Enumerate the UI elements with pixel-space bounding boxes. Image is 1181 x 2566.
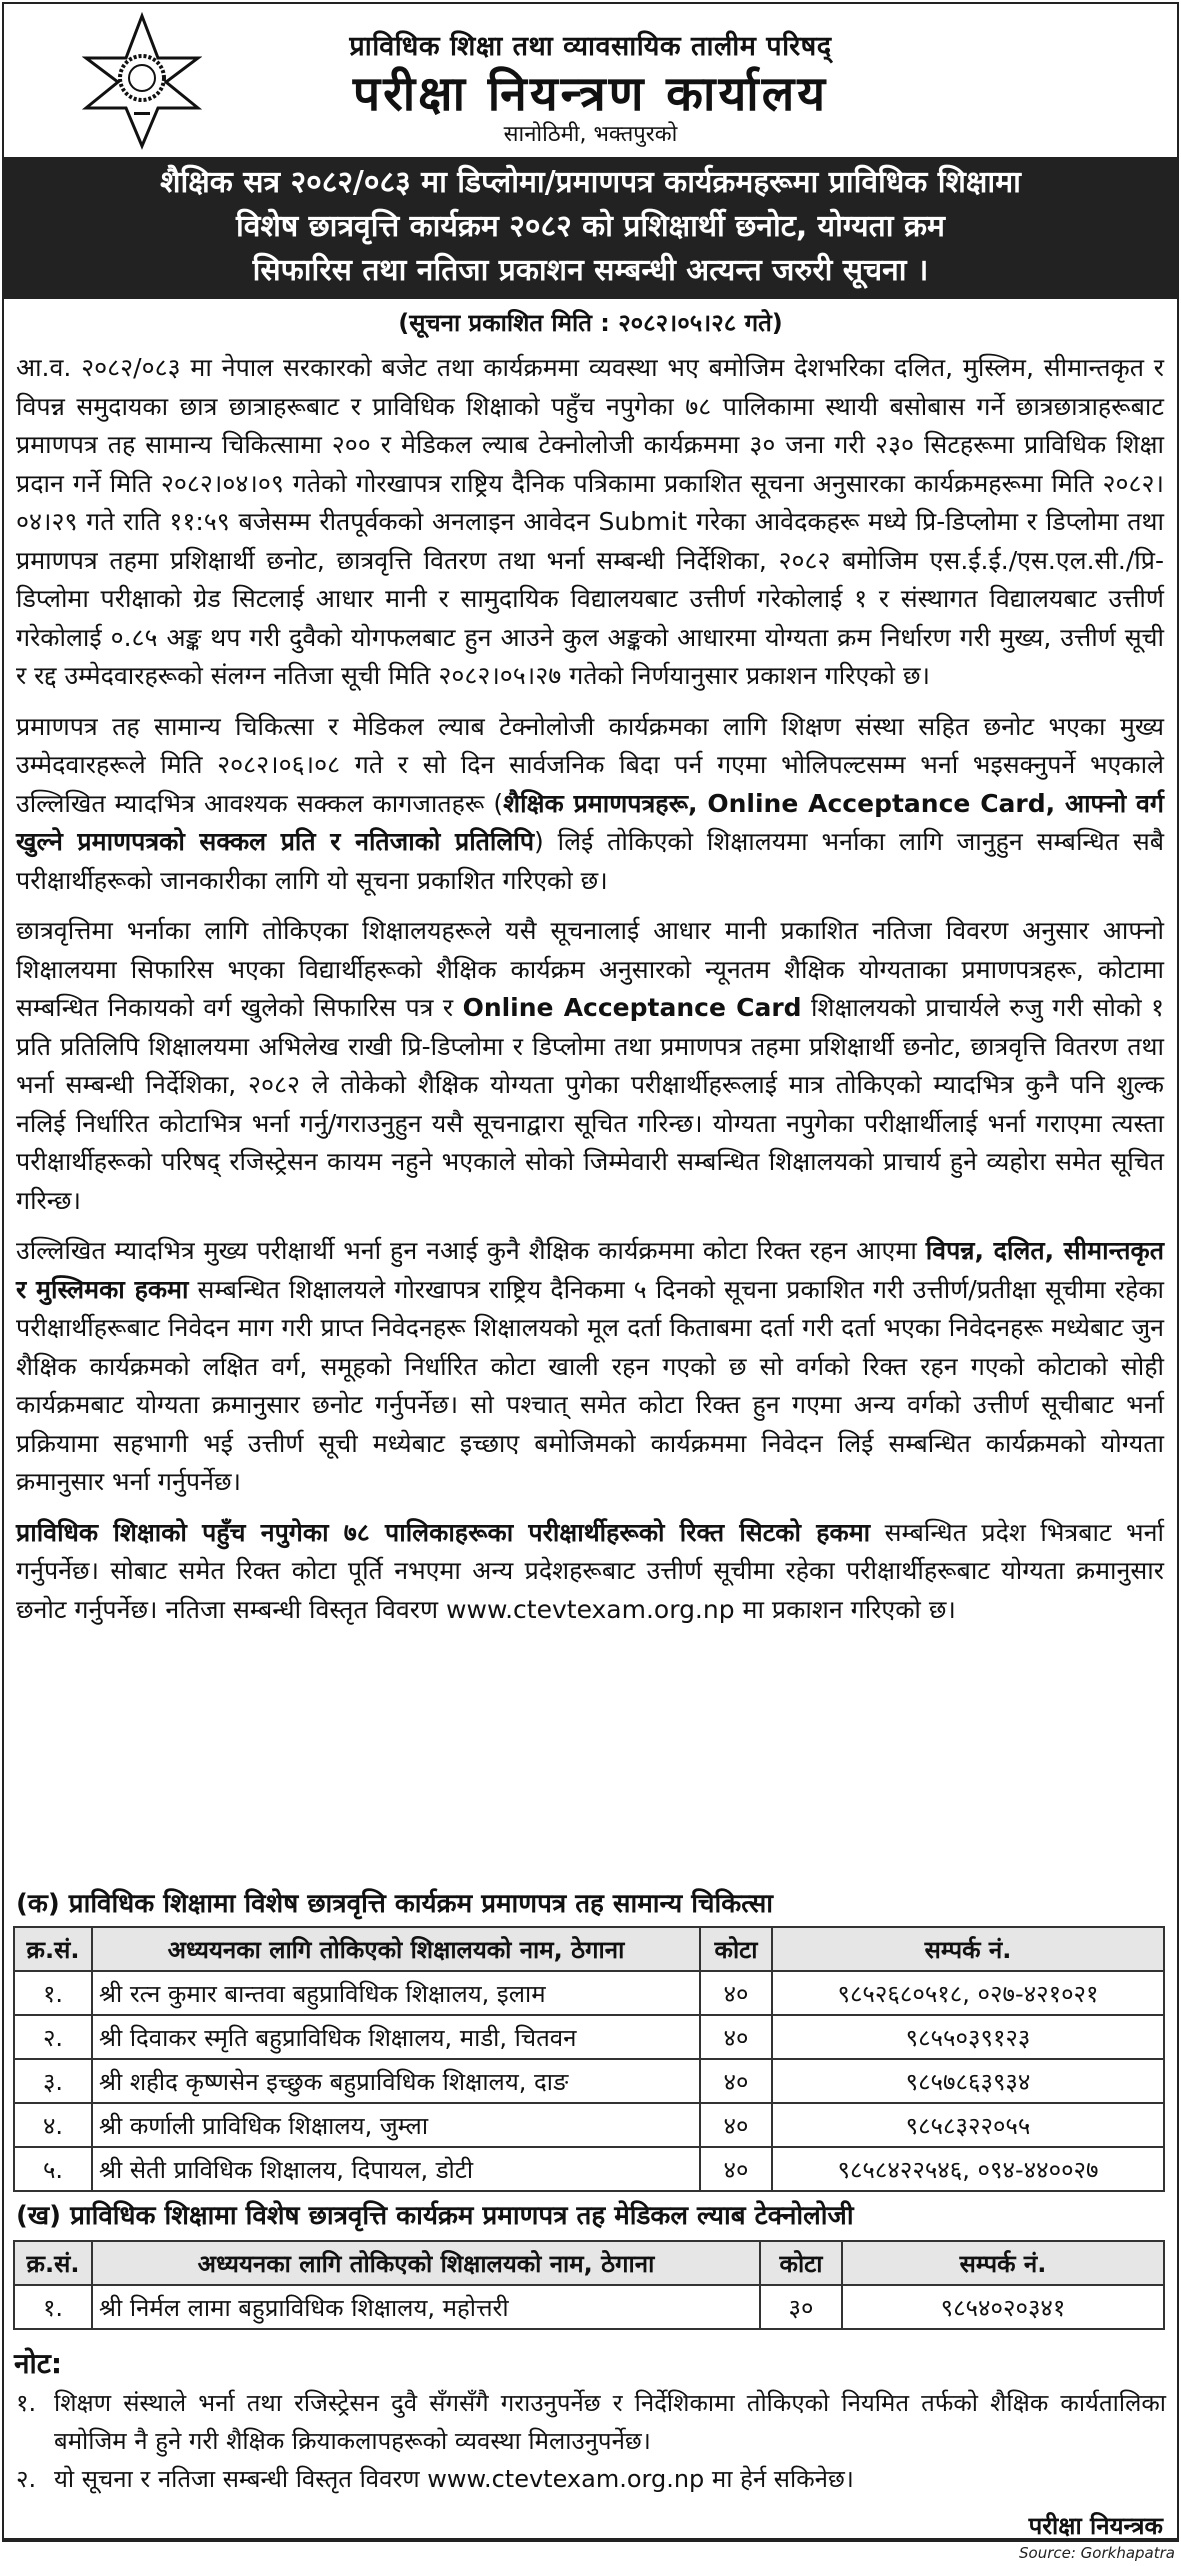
- contact-cell: ९८५८४२२५४६, ०९४-४४००२७: [772, 2147, 1164, 2191]
- quota-cell: ४०: [700, 2059, 772, 2103]
- notice-headline: [4, 157, 1177, 299]
- bold-text: शैक्षिक प्रमाणपत्रहरू, Online Acceptance Card, आफ्नो वर्ग खुल्ने प्रमाणपत्रको सक्कल प्रति र नतिजाको प्रतिलिपि: [16, 788, 1164, 856]
- quota-cell: ४०: [700, 2015, 772, 2059]
- headline-line: शैक्षिक सत्र २०८२/०८३ मा डिप्लोमा/प्रमाणपत्र कार्यक्रमहरूमा प्राविधिक शिक्षामा: [160, 165, 1021, 200]
- school-cell: श्री सेती प्राविधिक शिक्षालय, दिपायल, डोटी: [92, 2147, 700, 2191]
- note-number: १.: [16, 2389, 37, 2417]
- office-name: परीक्षा नियन्त्रण कार्यालय: [352, 66, 829, 122]
- col-school: अध्ययनका लागि तोकिएको शिक्षालयको नाम, ठेगाना: [92, 2241, 760, 2285]
- notes-title: नोट:: [14, 2347, 63, 2380]
- table-row: [14, 2147, 1164, 2191]
- note-text: शिक्षण संस्थाले भर्ना तथा रजिस्ट्रेसन दुवै सँगसँगै गराउनुपर्नेछ र निर्देशिकामा तोकिएको नियमित तर्फको शैक्षिक कार्यतालिका बमोजिम नै हुने गरी शैक्षिक क्रियाकलापहरूको व्यवस्था मिलाउनुपर्नेछ।: [54, 2389, 1166, 2455]
- table-b-title: (ख) प्राविधिक शिक्षामा विशेष छात्रवृत्ति कार्यक्रम प्रमाणपत्र तह मेडिकल ल्याब टेक्नोलोजी: [16, 2201, 854, 2231]
- table-a: [13, 1926, 1165, 2192]
- quota-cell: ३०: [760, 2285, 842, 2329]
- paragraph-2: [16, 708, 1164, 901]
- contact-cell: ९८५२६८०५१८, ०२७-४२१०२१: [772, 1971, 1164, 2015]
- col-school: अध्ययनका लागि तोकिएको शिक्षालयको नाम, ठेगाना: [92, 1927, 700, 1971]
- serial-cell: १.: [14, 2285, 92, 2329]
- text: सम्बन्धित प्रदेश भित्रबाट भर्ना गर्नुपर्नेछ। सोबाट समेत रिक्त कोटा पूर्ति नभएमा अन्य प्रदेशहरूबाट उत्तीर्ण सूचीमा रहेका परीक्षार्थीहरूबाट योग्यता क्रमानुसार छनोट गर्नुपर्नेछ। नतिजा सम्बन्धी विस्तृत विवरण www.ctevtexam.org.np मा प्रकाशन गरिएको छ।: [16, 1517, 1164, 1624]
- text: छात्रवृत्तिमा भर्नाका लागि तोकिएका शिक्षालयहरूले यसै सूचनालाई आधार मानी प्रकाशित नतिजा विवरण अनुसार आफ्नो शिक्षालयमा सिफारिस भएका विद्यार्थीहरूको शैक्षिक कार्यक्रम अनुसारको न्यूनतम शैक्षिक योग्यताका प्रमाणपत्रहरू, कोटामा सम्बन्धित निकायको वर्ग खुलेको सिफारिस पत्र र: [16, 916, 1164, 1022]
- bold-text: Online Acceptance Card: [462, 993, 802, 1022]
- council-name: प्राविधिक शिक्षा तथा व्यावसायिक तालीम परिषद्: [349, 31, 832, 62]
- col-contact: सम्पर्क नं.: [842, 2241, 1164, 2285]
- note-item: [16, 2460, 1166, 2498]
- paragraph-4: [16, 1232, 1164, 1502]
- text: ) लिई तोकिएको शिक्षालयमा भर्नाका लागि जानुहुन सम्बन्धित सबै परीक्षार्थीहरूको जानकारीका लागि यो सूचना प्रकाशित गरिएको छ।: [16, 827, 1164, 895]
- note-text: यो सूचना र नतिजा सम्बन्धी विस्तृत विवरण www.ctevtexam.org.np मा हेर्न सकिनेछ।: [54, 2465, 854, 2493]
- table-header-row: [14, 2241, 1164, 2285]
- note-item: [16, 2384, 1166, 2460]
- notice-frame: [2, 2, 1179, 2542]
- serial-cell: ३.: [14, 2059, 92, 2103]
- serial-cell: २.: [14, 2015, 92, 2059]
- paragraph-5: [16, 1514, 1164, 1630]
- contact-cell: ९८५८३२२०५५: [772, 2103, 1164, 2147]
- school-cell: श्री कर्णाली प्राविधिक शिक्षालय, जुम्ला: [92, 2103, 700, 2147]
- table-a-title: (क) प्राविधिक शिक्षामा विशेष छात्रवृत्ति कार्यक्रम प्रमाणपत्र तह सामान्य चिकित्सा: [16, 1889, 774, 1919]
- paragraph-3: [16, 912, 1164, 1220]
- col-quota: कोटा: [760, 2241, 842, 2285]
- text: शिक्षालयको प्राचार्यले रुजु गरी सोको १ प्रति प्रतिलिपि शिक्षालयमा अभिलेख राखी प्रि-डिप्लोमा र डिप्लोमा तथा प्रमाणपत्र तहमा प्रशिक्षार्थी छनोट, छात्रवृत्ति वितरण तथा भर्ना सम्बन्धी निर्देशिका, २०८२ ले तोकेको शैक्षिक योग्यता पुगेका परीक्षार्थीहरूलाई मात्र तोकिएको म्यादभित्र कुनै पनि शुल्क नलिई निर्धारित कोटाभित्र भर्ना गर्नु/गराउनुहुन यसै सूचनाद्वारा सूचित गरिन्छ। योग्यता नपुगेका परीक्षार्थीलाई भर्ना गराएमा त्यस्ता परीक्षार्थीहरूको परिषद् रजिस्ट्रेसन कायम नहुने भएकाले सोको जिम्मेवारी सम्बन्धित शिक्षालयको प्राचार्य हुने व्यहोरा समेत सूचित गरिन्छ।: [16, 993, 1164, 1215]
- col-quota: कोटा: [700, 1927, 772, 1971]
- col-serial: क्र.सं.: [14, 2241, 92, 2285]
- col-contact: सम्पर्क नं.: [772, 1927, 1164, 1971]
- notes-list: [16, 2384, 1166, 2498]
- notice-header: [4, 4, 1177, 156]
- signature: परीक्षा नियन्त्रक: [1028, 2512, 1163, 2540]
- contact-cell: ९८५४०२०३४१: [842, 2285, 1164, 2329]
- serial-cell: ४.: [14, 2103, 92, 2147]
- table-row: [14, 2015, 1164, 2059]
- quota-cell: ४०: [700, 1971, 772, 2015]
- col-serial: क्र.सं.: [14, 1927, 92, 1971]
- bold-text: प्राविधिक शिक्षाको पहुँच नपुगेका ७८ पालिकाहरूका परीक्षार्थीहरूको रिक्त सिटको हकमा: [16, 1517, 871, 1547]
- contact-cell: ९८५५०३९१२३: [772, 2015, 1164, 2059]
- source-credit: Source: Gorkhapatra: [1019, 2544, 1175, 2562]
- text: उल्लिखित म्यादभित्र मुख्य परीक्षार्थी भर्ना हुन नआई कुनै शैक्षिक कार्यक्रममा कोटा रिक्त रहन आएमा: [16, 1236, 926, 1265]
- school-cell: श्री रत्न कुमार बान्तवा बहुप्राविधिक शिक्षालय, इलाम: [92, 1971, 700, 2015]
- paragraph-1: आ.व. २०८२/०८३ मा नेपाल सरकारको बजेट तथा कार्यक्रममा व्यवस्था भए बमोजिम देशभरिका दलित, मुस्लिम, सीमान्तकृत र विपन्न समुदायका छात्र छात्राहरूबाट र प्राविधिक शिक्षाको पहुँच नपुगेका ७८ पालिकामा स्थायी बसोबास गर्ने छात्रछात्राहरूबाट प्रमाणपत्र तह सामान्य चिकित्सामा २०० र मेडिकल ल्याब टेक्नोलोजी कार्यक्रममा ३० जना गरी २३० सिटहरूमा प्राविधिक शिक्षा प्रदान गर्ने मिति २०८२।०४।०९ गतेको गोरखापत्र राष्ट्रिय दैनिक पत्रिकामा प्रकाशित सूचना अनुसारका कार्यक्रमहरूमा मिति २०८२।०४।२९ गते राति ११:५९ बजेसम्म रीतपूर्वकको अनलाइन आवेदन Submit गरेका आवेदकहरू मध्ये प्रि-डिप्लोमा र डिप्लोमा तथा प्रमाणपत्र तहमा प्रशिक्षार्थी छनोट, छात्रवृत्ति वितरण तथा भर्ना सम्बन्धी निर्देशिका, २०८२ बमोजिम एस.ई.ई./एस.एल.सी./प्रि-डिप्लोमा परीक्षाको ग्रेड सिटलाई आधार मानी र सामुदायिक विद्यालयबाट उत्तीर्ण गरेकोलाई १ र संस्थागत विद्यालयबाट उत्तीर्ण गरेकोलाई ०.८५ अङ्क थप गरी दुवैको योगफलबाट हुन आउने कुल अङ्कको आधारमा योग्यता क्रम निर्धारण गरी मुख्य, उत्तीर्ण सूची र रद्द उम्मेदवारहरूको संलग्न नतिजा सूची मिति २०८२।०५।२७ गतेको निर्णयानुसार प्रकाशन गरिएको छ।: [16, 353, 1164, 690]
- text: सम्बन्धित शिक्षालयले गोरखापत्र राष्ट्रिय दैनिकमा ५ दिनको सूचना प्रकाशित गरी उत्तीर्ण/प्रतीक्षा सूचीमा रहेका परीक्षार्थीहरूबाट निवेदन माग गरी प्राप्त निवेदनहरू शिक्षालयको मूल दर्ता किताबमा दर्ता गरी दर्ता भएका निवेदनहरू मध्येबाट जुन शैक्षिक कार्यक्रमको लक्षित वर्ग, समूहको निर्धारित कोटा खाली रहन गएको छ सो वर्गको रिक्त रहन गएको कोटाको सोही कार्यक्रमबाट योग्यता क्रमानुसार छनोट गर्नुपर्नेछ। सो पश्चात् समेत कोटा रिक्त हुन गएमा अन्य वर्गको उत्तीर्ण सूचीबाट भर्ना प्रक्रियामा सहभागी भई उत्तीर्ण सूची मध्येबाट इच्छाए बमोजिमको कार्यक्रममा निवेदन लिई सम्बन्धित कार्यक्रमको योग्यता क्रमानुसार भर्ना गर्नुपर्नेछ।: [16, 1274, 1165, 1496]
- table-b: [13, 2240, 1165, 2330]
- serial-cell: ५.: [14, 2147, 92, 2191]
- office-location: सानोठिमी, भक्तपुरको: [503, 122, 678, 147]
- table-row: [14, 2103, 1164, 2147]
- text: प्रमाणपत्र तह सामान्य चिकित्सा र मेडिकल ल्याब टेक्नोलोजी कार्यक्रमका लागि शिक्षण संस्था सहित छनोट भएका मुख्य उम्मेदवारहरूले मिति २०८२।०६।०८ गते र सो दिन सार्वजनिक बिदा पर्न गएमा भोलिपल्टसम्म भर्ना भइसक्नुपर्ने भएकाले उल्लिखित म्यादभित्र आवश्यक सक्कल कागजातहरू (: [16, 711, 1164, 818]
- note-number: २.: [16, 2465, 37, 2493]
- serial-cell: १.: [14, 1971, 92, 2015]
- school-cell: श्री निर्मल लामा बहुप्राविधिक शिक्षालय, महोत्तरी: [92, 2285, 760, 2329]
- contact-cell: ९८५७८६३९३४: [772, 2059, 1164, 2103]
- table-row: [14, 1971, 1164, 2015]
- table-row: [14, 2285, 1164, 2329]
- notice-body: [16, 349, 1164, 1641]
- table-header-row: [14, 1927, 1164, 1971]
- quota-cell: ४०: [700, 2103, 772, 2147]
- published-date: (सूचना प्रकाशित मिति : २०८२।०५।२८ गते): [398, 309, 783, 337]
- headline-line: सिफारिस तथा नतिजा प्रकाशन सम्बन्धी अत्यन्त जरुरी सूचना ।: [252, 253, 929, 288]
- school-cell: श्री दिवाकर स्मृति बहुप्राविधिक शिक्षालय, माडी, चितवन: [92, 2015, 700, 2059]
- bold-text: विपन्न, दलित, सीमान्तकृत र मुस्लिमका हकमा: [16, 1236, 1164, 1304]
- quota-cell: ४०: [700, 2147, 772, 2191]
- headline-line: विशेष छात्रवृत्ति कार्यक्रम २०८२ को प्रशिक्षार्थी छनोट, योग्यता क्रम: [236, 209, 945, 244]
- school-cell: श्री शहीद कृष्णसेन इच्छुक बहुप्राविधिक शिक्षालय, दाङ: [92, 2059, 700, 2103]
- table-row: [14, 2059, 1164, 2103]
